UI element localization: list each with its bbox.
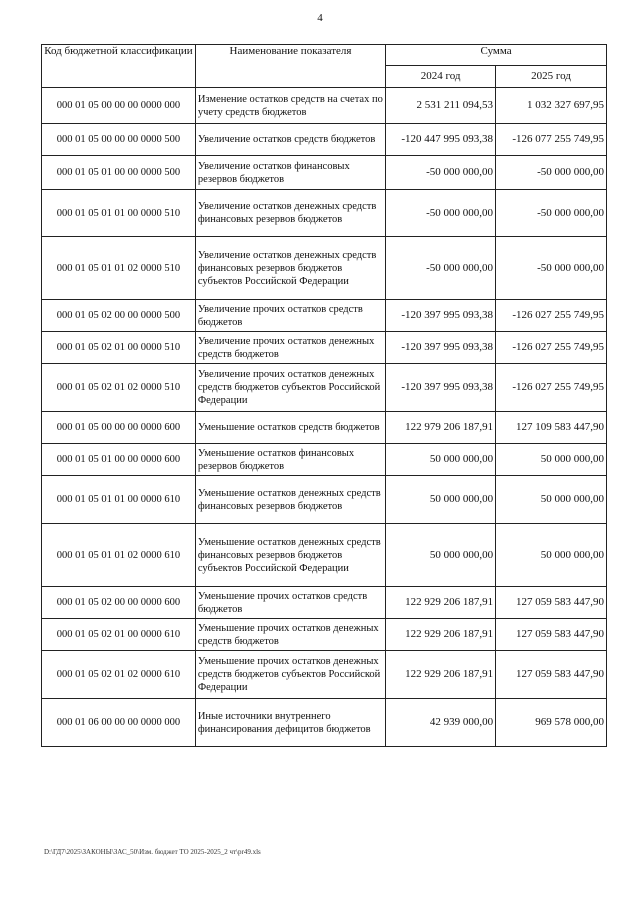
- table-row: [42, 412, 607, 444]
- budget-code-cell: 000 01 05 01 01 02 0000 510: [42, 237, 196, 300]
- table-row: [42, 444, 607, 476]
- amount-2025-cell: -126 027 255 749,95: [496, 364, 607, 412]
- amount-2025-cell: 1 032 327 697,95: [496, 88, 607, 124]
- amount-2024-cell: -120 397 995 093,38: [386, 300, 496, 332]
- indicator-name-cell: Уменьшение остатков финансовых резервов бюджетов: [195, 444, 385, 476]
- budget-code-cell: 000 01 05 02 00 00 0000 500: [42, 300, 196, 332]
- amount-2025-cell: -50 000 000,00: [496, 190, 607, 237]
- amount-2024-cell: 122 929 206 187,91: [386, 619, 496, 651]
- budget-code-cell: 000 01 05 01 01 02 0000 610: [42, 524, 196, 587]
- budget-code-cell: 000 01 05 02 00 00 0000 600: [42, 587, 196, 619]
- file-path-footer: D:\ГД7\2025\ЗАКОНЫ\ЗАС_50\Изм. бюджет ТО 2025-2025_2 чт\pr49.xls: [44, 848, 261, 856]
- table-row: [42, 300, 607, 332]
- budget-code-cell: 000 01 05 02 01 00 0000 510: [42, 332, 196, 364]
- amount-2025-cell: 127 059 583 447,90: [496, 619, 607, 651]
- amount-2025-cell: 127 109 583 447,90: [496, 412, 607, 444]
- indicator-name-cell: Увеличение остатков денежных средств финансовых резервов бюджетов субъектов Российской Федерации: [195, 237, 385, 300]
- amount-2025-cell: -50 000 000,00: [496, 156, 607, 190]
- budget-code-cell: 000 01 06 00 00 00 0000 000: [42, 699, 196, 747]
- budget-table: [41, 44, 607, 747]
- amount-2025-cell: 969 578 000,00: [496, 699, 607, 747]
- budget-code-cell: 000 01 05 01 01 00 0000 510: [42, 190, 196, 237]
- amount-2024-cell: 50 000 000,00: [386, 524, 496, 587]
- budget-code-cell: 000 01 05 02 01 00 0000 610: [42, 619, 196, 651]
- table-row: [42, 88, 607, 124]
- amount-2025-cell: -50 000 000,00: [496, 237, 607, 300]
- amount-2024-cell: 2 531 211 094,53: [386, 88, 496, 124]
- table-row: [42, 651, 607, 699]
- amount-2024-cell: 50 000 000,00: [386, 444, 496, 476]
- amount-2025-cell: 127 059 583 447,90: [496, 651, 607, 699]
- header-year-2024: 2024 год: [386, 66, 496, 88]
- amount-2024-cell: 122 979 206 187,91: [386, 412, 496, 444]
- table-row: [42, 124, 607, 156]
- indicator-name-cell: Увеличение прочих остатков денежных средств бюджетов субъектов Российской Федерации: [195, 364, 385, 412]
- amount-2025-cell: -126 027 255 749,95: [496, 300, 607, 332]
- amount-2024-cell: -120 397 995 093,38: [386, 332, 496, 364]
- indicator-name-cell: Уменьшение остатков денежных средств финансовых резервов бюджетов субъектов Российской Федерации: [195, 524, 385, 587]
- indicator-name-cell: Увеличение остатков финансовых резервов бюджетов: [195, 156, 385, 190]
- indicator-name-cell: Иные источники внутреннего финансирования дефицитов бюджетов: [195, 699, 385, 747]
- table-row: [42, 699, 607, 747]
- budget-code-cell: 000 01 05 00 00 00 0000 500: [42, 124, 196, 156]
- table-row: [42, 332, 607, 364]
- budget-code-cell: 000 01 05 01 00 00 0000 600: [42, 444, 196, 476]
- amount-2024-cell: 42 939 000,00: [386, 699, 496, 747]
- indicator-name-cell: Увеличение прочих остатков средств бюджетов: [195, 300, 385, 332]
- amount-2024-cell: 50 000 000,00: [386, 476, 496, 524]
- amount-2025-cell: 50 000 000,00: [496, 524, 607, 587]
- amount-2025-cell: 127 059 583 447,90: [496, 587, 607, 619]
- budget-code-cell: 000 01 05 01 00 00 0000 500: [42, 156, 196, 190]
- budget-code-cell: 000 01 05 01 01 00 0000 610: [42, 476, 196, 524]
- indicator-name-cell: Увеличение прочих остатков денежных средств бюджетов: [195, 332, 385, 364]
- indicator-name-cell: Уменьшение остатков денежных средств финансовых резервов бюджетов: [195, 476, 385, 524]
- table-row: [42, 476, 607, 524]
- budget-code-cell: 000 01 05 02 01 02 0000 510: [42, 364, 196, 412]
- table-row: [42, 619, 607, 651]
- budget-code-cell: 000 01 05 02 01 02 0000 610: [42, 651, 196, 699]
- amount-2024-cell: 122 929 206 187,91: [386, 587, 496, 619]
- indicator-name-cell: Уменьшение остатков средств бюджетов: [195, 412, 385, 444]
- table-row: [42, 237, 607, 300]
- budget-code-cell: 000 01 05 00 00 00 0000 600: [42, 412, 196, 444]
- indicator-name-cell: Уменьшение прочих остатков средств бюджетов: [195, 587, 385, 619]
- header-name: Наименование показателя: [195, 45, 385, 88]
- table-row: [42, 524, 607, 587]
- indicator-name-cell: Изменение остатков средств на счетах по учету средств бюджетов: [195, 88, 385, 124]
- page-number: 4: [317, 12, 323, 24]
- indicator-name-cell: Уменьшение прочих остатков денежных средств бюджетов: [195, 619, 385, 651]
- indicator-name-cell: Увеличение остатков денежных средств финансовых резервов бюджетов: [195, 190, 385, 237]
- header-code: Код бюджетной классификации: [42, 45, 196, 88]
- amount-2024-cell: -120 397 995 093,38: [386, 364, 496, 412]
- amount-2025-cell: -126 077 255 749,95: [496, 124, 607, 156]
- header-year-2025: 2025 год: [496, 66, 607, 88]
- amount-2025-cell: -126 027 255 749,95: [496, 332, 607, 364]
- amount-2025-cell: 50 000 000,00: [496, 476, 607, 524]
- amount-2024-cell: -50 000 000,00: [386, 156, 496, 190]
- amount-2024-cell: -50 000 000,00: [386, 237, 496, 300]
- table-row: [42, 587, 607, 619]
- amount-2024-cell: -50 000 000,00: [386, 190, 496, 237]
- table-row: [42, 190, 607, 237]
- amount-2024-cell: -120 447 995 093,38: [386, 124, 496, 156]
- amount-2024-cell: 122 929 206 187,91: [386, 651, 496, 699]
- indicator-name-cell: Увеличение остатков средств бюджетов: [195, 124, 385, 156]
- indicator-name-cell: Уменьшение прочих остатков денежных средств бюджетов субъектов Российской Федерации: [195, 651, 385, 699]
- amount-2025-cell: 50 000 000,00: [496, 444, 607, 476]
- header-sum: Сумма: [386, 45, 607, 66]
- budget-code-cell: 000 01 05 00 00 00 0000 000: [42, 88, 196, 124]
- table-row: [42, 364, 607, 412]
- table-row: [42, 156, 607, 190]
